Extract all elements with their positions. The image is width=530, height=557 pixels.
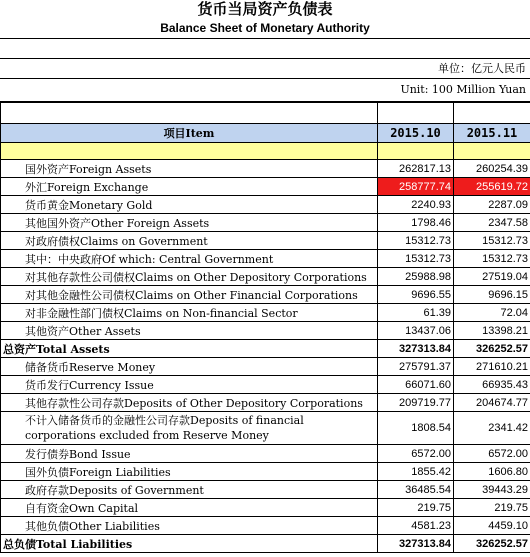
value-2015-10[interactable]: 9696.55 xyxy=(378,286,454,304)
value-2015-11[interactable]: 326252.57 xyxy=(454,340,530,358)
value-2015-10[interactable]: 25988.98 xyxy=(378,268,454,286)
table-row xyxy=(1,412,530,445)
row-label[interactable]: 外汇Foreign Exchange xyxy=(1,178,378,196)
table-row xyxy=(1,286,530,304)
period1-header[interactable]: 2015.10 xyxy=(378,124,454,143)
table-row xyxy=(1,445,530,463)
table-row xyxy=(1,463,530,481)
row-label[interactable]: 对非金融性部门债权Claims on Non-financial Sector xyxy=(1,304,378,322)
blank-cell[interactable] xyxy=(1,143,378,160)
item-header[interactable]: 项目Item xyxy=(1,124,378,143)
value-2015-10[interactable]: 219.75 xyxy=(378,499,454,517)
value-2015-10[interactable]: 61.39 xyxy=(378,304,454,322)
value-2015-10[interactable]: 327313.84 xyxy=(378,340,454,358)
data-table xyxy=(0,102,530,553)
table-row xyxy=(1,232,530,250)
blank-row xyxy=(1,103,530,124)
row-label[interactable]: 其中：中央政府Of which: Central Government xyxy=(1,250,378,268)
value-2015-10[interactable]: 6572.00 xyxy=(378,445,454,463)
table-row xyxy=(1,517,530,535)
value-2015-11[interactable]: 260254.39 xyxy=(454,160,530,178)
value-2015-11[interactable]: 6572.00 xyxy=(454,445,530,463)
value-2015-10[interactable]: 209719.77 xyxy=(378,394,454,412)
table-row xyxy=(1,358,530,376)
value-2015-11[interactable]: 219.75 xyxy=(454,499,530,517)
table-row xyxy=(1,178,530,196)
blank-cell[interactable] xyxy=(454,143,530,160)
table-row xyxy=(1,160,530,178)
row-label[interactable]: 其他国外资产Other Foreign Assets xyxy=(1,214,378,232)
value-2015-11[interactable]: 9696.15 xyxy=(454,286,530,304)
table-row xyxy=(1,499,530,517)
value-2015-11[interactable]: 2287.09 xyxy=(454,196,530,214)
value-2015-11[interactable]: 66935.43 xyxy=(454,376,530,394)
value-2015-10[interactable]: 15312.73 xyxy=(378,232,454,250)
blank-cell[interactable] xyxy=(378,103,454,124)
value-2015-10[interactable]: 258777.74 xyxy=(378,178,454,196)
table-row xyxy=(1,214,530,232)
value-2015-11[interactable]: 2341.42 xyxy=(454,412,530,445)
value-2015-11[interactable]: 255619.72 xyxy=(454,178,530,196)
table-row xyxy=(1,376,530,394)
row-label[interactable]: 对其他存款性公司债权Claims on Other Depository Corporations xyxy=(1,268,378,286)
value-2015-10[interactable]: 36485.54 xyxy=(378,481,454,499)
value-2015-10[interactable]: 15312.73 xyxy=(378,250,454,268)
row-label[interactable]: 发行债券Bond Issue xyxy=(1,445,378,463)
table-row xyxy=(1,196,530,214)
value-2015-10[interactable]: 66071.60 xyxy=(378,376,454,394)
table-row xyxy=(1,535,530,553)
title-chinese: 货币当局资产负债表 xyxy=(197,0,333,18)
row-label[interactable]: 不计入储备货币的金融性公司存款Deposits of financial corporations excluded from Reserve Money xyxy=(1,412,378,445)
value-2015-10[interactable]: 13437.06 xyxy=(378,322,454,340)
blank-cell[interactable] xyxy=(1,103,378,124)
yellow-band-row xyxy=(1,143,530,160)
row-label[interactable]: 政府存款Deposits of Government xyxy=(1,481,378,499)
blank-cell[interactable] xyxy=(454,103,530,124)
value-2015-11[interactable]: 15312.73 xyxy=(454,232,530,250)
value-2015-10[interactable]: 2240.93 xyxy=(378,196,454,214)
blank-cell[interactable] xyxy=(378,143,454,160)
table-row xyxy=(1,394,530,412)
row-label[interactable]: 其他负债Other Liabilities xyxy=(1,517,378,535)
row-label[interactable]: 储备货币Reserve Money xyxy=(1,358,378,376)
value-2015-10[interactable]: 262817.13 xyxy=(378,160,454,178)
value-2015-10[interactable]: 275791.37 xyxy=(378,358,454,376)
row-label[interactable]: 对其他金融性公司债权Claims on Other Financial Corporations xyxy=(1,286,378,304)
value-2015-11[interactable]: 27519.04 xyxy=(454,268,530,286)
row-label[interactable]: 国外负债Foreign Liabilities xyxy=(1,463,378,481)
row-label[interactable]: 自有资金Own Capital xyxy=(1,499,378,517)
value-2015-11[interactable]: 39443.29 xyxy=(454,481,530,499)
value-2015-10[interactable]: 4581.23 xyxy=(378,517,454,535)
value-2015-11[interactable]: 1606.80 xyxy=(454,463,530,481)
row-label[interactable]: 国外资产Foreign Assets xyxy=(1,160,378,178)
table-row xyxy=(1,304,530,322)
unit-english: Unit: 100 Million Yuan xyxy=(0,79,530,102)
row-label[interactable]: 货币黄金Monetary Gold xyxy=(1,196,378,214)
row-label[interactable]: 对政府债权Claims on Government xyxy=(1,232,378,250)
title-english: Balance Sheet of Monetary Authority xyxy=(0,19,530,39)
value-2015-11[interactable]: 271610.21 xyxy=(454,358,530,376)
value-2015-11[interactable]: 13398.21 xyxy=(454,322,530,340)
row-label[interactable]: 总资产Total Assets xyxy=(1,340,378,358)
value-2015-11[interactable]: 15312.73 xyxy=(454,250,530,268)
value-2015-10[interactable]: 327313.84 xyxy=(378,535,454,553)
value-2015-10[interactable]: 1798.46 xyxy=(378,214,454,232)
header-row xyxy=(1,124,530,143)
table-row xyxy=(1,268,530,286)
row-label[interactable]: 货币发行Currency Issue xyxy=(1,376,378,394)
value-2015-11[interactable]: 4459.10 xyxy=(454,517,530,535)
table-row xyxy=(1,340,530,358)
value-2015-11[interactable]: 72.04 xyxy=(454,304,530,322)
table-row xyxy=(1,322,530,340)
period2-header[interactable]: 2015.11 xyxy=(454,124,530,143)
value-2015-11[interactable]: 204674.77 xyxy=(454,394,530,412)
table-row xyxy=(1,481,530,499)
row-label[interactable]: 总负债Total Liabilities xyxy=(1,535,378,553)
value-2015-11[interactable]: 2347.58 xyxy=(454,214,530,232)
row-label[interactable]: 其他资产Other Assets xyxy=(1,322,378,340)
blank-row xyxy=(0,39,530,59)
value-2015-11[interactable]: 326252.57 xyxy=(454,535,530,553)
value-2015-10[interactable]: 1808.54 xyxy=(378,412,454,445)
unit-chinese: 单位：亿元人民币 xyxy=(0,59,530,79)
table-row xyxy=(1,250,530,268)
value-2015-10[interactable]: 1855.42 xyxy=(378,463,454,481)
row-label[interactable]: 其他存款性公司存款Deposits of Other Depository Corporations xyxy=(1,394,378,412)
